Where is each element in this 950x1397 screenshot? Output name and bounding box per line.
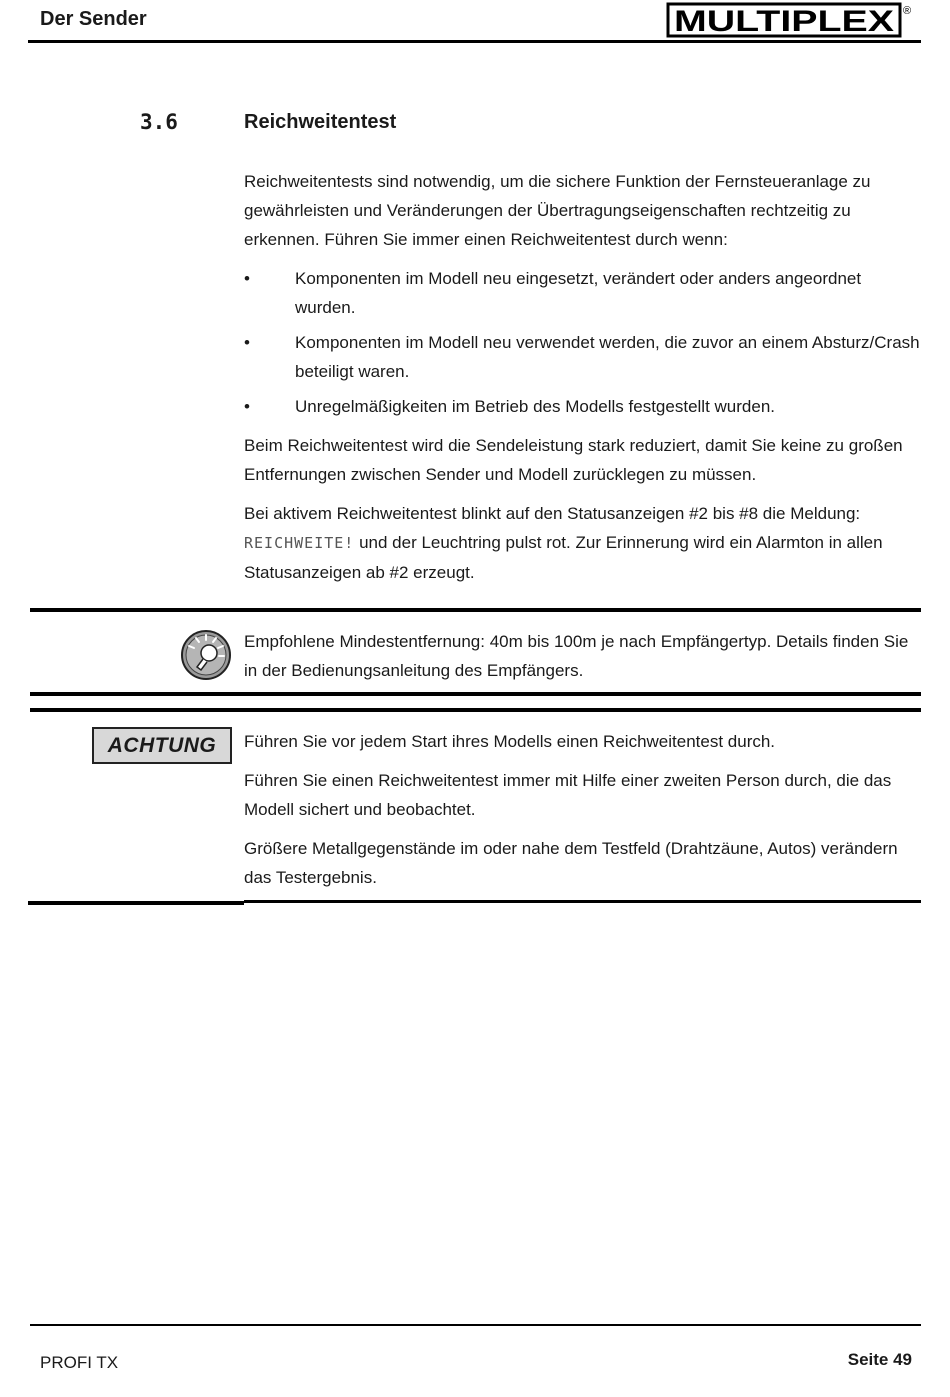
tip-text: Empfohlene Mindestentfernung: 40m bis 100m je nach Empfängertyp. Details finden Sie in der Bedienungsanleitung des Empfängers. <box>244 632 909 680</box>
list-item <box>244 392 920 421</box>
warning-paragraph: Führen Sie vor jedem Start ihres Modells einen Reichweitentest durch. <box>244 732 776 751</box>
status-text-before: Bei aktivem Reichweitentest blinkt auf den Statusanzeigen #2 bis #8 die Meldung: <box>244 504 861 523</box>
section-title: Reichweitentest <box>244 111 397 133</box>
warning-top-rule <box>30 708 921 712</box>
status-text-after: und der Leuchtring pulst rot. Zur Erinnerung wird ein Alarmton in allen Statusanzeigen ab #2 erzeugt. <box>244 533 883 582</box>
footer-rule <box>30 1324 921 1326</box>
bullet-text: Komponenten im Modell neu eingesetzt, verändert oder anders angeordnet wurden. <box>295 269 862 317</box>
bullet-text: Unregelmäßigkeiten im Betrieb des Modells festgestellt wurden. <box>295 397 776 416</box>
multiplex-logo <box>666 2 914 40</box>
lcd-message: REICHWEITE! <box>244 534 355 552</box>
section-number: 3.6 <box>140 110 178 134</box>
warning-body <box>244 727 924 902</box>
registered-mark: ® <box>902 5 912 17</box>
status-paragraph <box>244 499 920 587</box>
footer-product: PROFI TX <box>40 1353 119 1372</box>
list-item <box>244 328 920 386</box>
tip-top-rule <box>30 608 921 612</box>
list-item <box>244 264 920 322</box>
page-header-title: Der Sender <box>40 8 147 30</box>
warning-bottom-rule-right <box>244 900 921 903</box>
tip-bottom-rule <box>30 692 921 696</box>
warning-paragraph: Führen Sie einen Reichweitentest immer mit Hilfe einer zweiten Person durch, die das Modell sichert und beobachtet. <box>244 771 892 819</box>
warning-bottom-rule-left <box>28 901 244 905</box>
main-body <box>244 167 920 597</box>
lightbulb-icon <box>180 629 232 681</box>
bullet-icon: • <box>244 269 250 288</box>
bullet-icon: • <box>244 333 250 352</box>
warning-paragraph: Größere Metallgegenstände im oder nahe dem Testfeld (Drahtzäune, Autos) verändern das Testergebnis. <box>244 839 898 887</box>
power-paragraph: Beim Reichweitentest wird die Sendeleistung stark reduziert, damit Sie keine zu großen Entfernungen zwischen Sender und Modell zurücklegen zu müssen. <box>244 436 903 484</box>
logo-text: MULTIPLEX <box>674 5 894 38</box>
bullet-icon: • <box>244 397 250 416</box>
bullet-text: Komponenten im Modell neu verwendet werden, die zuvor an einem Absturz/Crash beteiligt waren. <box>295 333 920 381</box>
intro-paragraph: Reichweitentests sind notwendig, um die sichere Funktion der Fernsteueranlage zu gewährleisten und Veränderungen der Übertragungseigenschaften rechtzeitig zu erkennen. Führen Sie immer einen Reichweitentest durch wenn: <box>244 172 871 249</box>
page-number: Seite 49 <box>847 1350 912 1369</box>
header-rule <box>28 40 921 43</box>
bullet-list <box>244 264 920 421</box>
achtung-label: ACHTUNG <box>92 727 232 764</box>
